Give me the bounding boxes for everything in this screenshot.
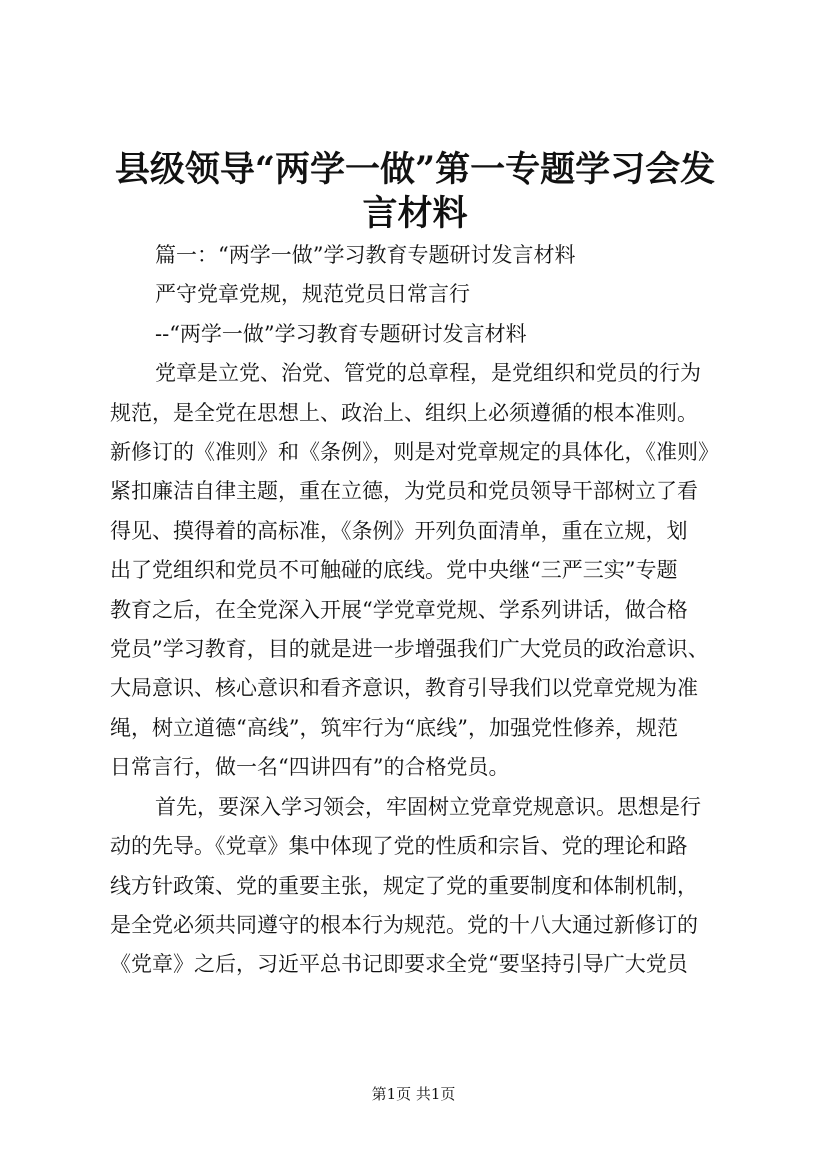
paragraph-line: 绳，树立道德“高线”，筑牢行为“底线”，加强党性修养，规范 [110, 715, 678, 740]
paragraph-line: 大局意识、核心意识和看齐意识，教育引导我们以党章党规为准 [110, 676, 698, 701]
paragraph-line: 规范，是全党在思想上、政治上、组织上必须遵循的根本准则。 [110, 400, 698, 425]
document-body [110, 236, 730, 985]
section-heading: 篇一：“两学一做”学习教育专题研讨发言材料 [155, 243, 576, 267]
page-footer: 第1页 共1页 [371, 1085, 456, 1103]
paragraph-line: 教育之后，在全党深入开展“学党章党规、学系列讲话，做合格 [110, 597, 688, 622]
article-title: 严守党章党规，规范党员日常言行 [155, 282, 470, 307]
paragraph-line: 日常言行，做一名“四讲四有”的合格党员。 [110, 755, 510, 780]
paragraph-line: 出了党组织和党员不可触碰的底线。党中央继“三严三实”专题 [110, 558, 678, 583]
paragraph-line: 线方针政策、党的重要主张，规定了党的重要制度和体制机制， [110, 873, 698, 898]
paragraph-line: 动的先导。《党章》集中体现了党的性质和宗旨、党的理论和路 [110, 834, 688, 859]
paragraph-line: 是全党必须共同遵守的根本行为规范。党的十八大通过新修订的 [110, 912, 698, 937]
paragraph-line: 党员”学习教育，目的就是进一步增强我们广大党员的政治意识、 [110, 637, 709, 662]
document-title: 县级领导“两学一做”第一专题学习会发言材料 [114, 149, 716, 234]
paragraph-line: 得见、摸得着的高标准，《条例》开列负面清单，重在立规，划 [110, 518, 688, 543]
paragraph-line: 首先，要深入学习领会，牢固树立党章党规意识。思想是行 [155, 794, 701, 819]
paragraph-line: 党章是立党、治党、管党的总章程，是党组织和党员的行为 [155, 361, 701, 386]
paragraph-line: 紧扣廉洁自律主题，重在立德，为党员和党员领导干部树立了看 [110, 479, 698, 504]
article-subtitle: --“两学一做”学习教育专题研讨发言材料 [155, 321, 527, 346]
paragraph-line: 新修订的《准则》和《条例》，则是对党章规定的具体化，《准则》 [110, 440, 719, 465]
paragraph-line: 《党章》之后，习近平总书记即要求全党“要坚持引导广大党员 [110, 952, 688, 977]
